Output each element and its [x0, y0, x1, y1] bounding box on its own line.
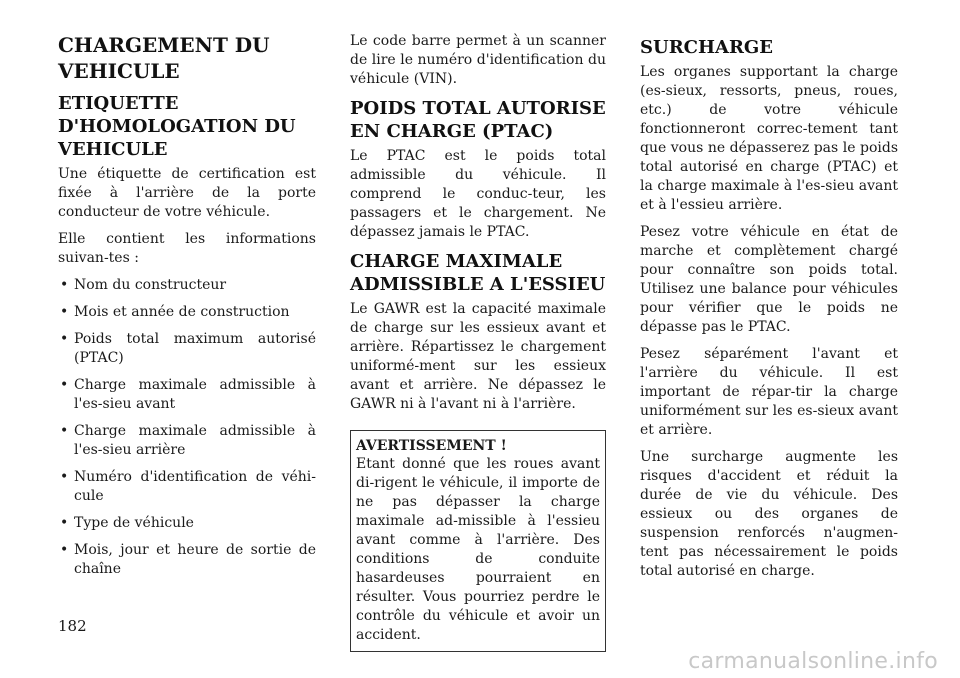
subheading-gawr: CHARGE MAXIMALE ADMISSIBLE A L'ESSIEU — [350, 251, 606, 295]
bullet-icon: • — [60, 542, 69, 558]
list-item-text: Nom du constructeur — [74, 277, 227, 293]
watermark: carmanualsonline.info — [688, 649, 938, 674]
section-heading-surcharge: SURCHARGE — [640, 37, 774, 58]
paragraph-surcharge-4: Une surcharge augmente les risques d'accident et réduit la durée de vie du véhicule. Des essieux ou des organes de suspension renforcés n'augmen-tent pas nécessairement le poids total autorisé en charge. — [640, 449, 898, 579]
list-item-text: Poids total maximum autorisé (PTAC) — [74, 331, 316, 366]
list-item — [58, 376, 316, 414]
bullet-icon: • — [60, 515, 69, 531]
list-item — [58, 330, 316, 368]
paragraph-surcharge-2: Pesez votre véhicule en état de marche et complètement chargé pour connaître son poids total. Utilisez une balance pour véhicules pour vérifier que le poids ne dépasse pas le PTAC. — [640, 224, 898, 335]
bullet-icon: • — [60, 377, 69, 393]
list-item-text: Mois et année de construction — [74, 304, 290, 320]
paragraph-informations: Elle contient les informations suivan-tes : — [58, 231, 316, 266]
bullet-icon: • — [60, 331, 69, 347]
bullet-icon: • — [60, 423, 69, 439]
subheading-ptac: POIDS TOTAL AUTORISE EN CHARGE (PTAC) — [350, 98, 606, 142]
list-item — [58, 422, 316, 460]
bullet-icon: • — [60, 277, 69, 293]
column-right — [640, 32, 898, 589]
list-item-text: Charge maximale admissible à l'es-sieu arrière — [74, 423, 316, 458]
list-item-text: Numéro d'identification de véhi-cule — [74, 469, 316, 504]
paragraph-surcharge-3: Pesez séparément l'avant et l'arrière du véhicule. Il est important de répar-tir la charge uniformément sur les es-sieux avant et arrière. — [640, 346, 898, 438]
bullet-icon: • — [60, 304, 69, 320]
warning-text: Etant donné que les roues avant di-rigent le véhicule, il importe de ne pas dépasser la charge maximale ad-missible à l'essieu avant comme à l'arrière. Des conditions de conduite hasardeuses pourraient en résulter. Vous pourriez perdre le contrôle du véhicule et avoir un accident. — [356, 456, 600, 643]
list-item-text: Mois, jour et heure de sortie de chaîne — [74, 542, 316, 577]
list-item — [58, 276, 316, 295]
page-number: 182 — [58, 617, 87, 635]
list-item — [58, 303, 316, 322]
column-middle — [350, 32, 606, 652]
list-item-text: Charge maximale admissible à l'es-sieu avant — [74, 377, 316, 412]
paragraph-surcharge-1: Les organes supportant la charge (es-sieux, ressorts, pneus, roues, etc.) de votre véhicule fonctionneront correc-tement tant que vous ne dépasserez pas le poids total autorisé en charge (PTAC) et la charge maximale à l'es-sieu avant et à l'essieu arrière. — [640, 64, 898, 213]
paragraph-ptac: Le PTAC est le poids total admissible du véhicule. Il comprend le conduc-teur, les passagers et le chargement. Ne dépassez jamais le PTAC. — [350, 148, 606, 240]
warning-title: AVERTISSEMENT ! — [356, 438, 507, 454]
list-item-text: Type de véhicule — [74, 515, 194, 531]
bullet-icon: • — [60, 469, 69, 485]
paragraph-etiquette-intro: Une étiquette de certification est fixée à l'arrière de la porte conducteur de votre véhicule. — [58, 166, 316, 220]
list-item — [58, 514, 316, 533]
list-item — [58, 541, 316, 579]
column-left — [58, 32, 316, 587]
section-heading-chargement: CHARGEMENT DU VEHICULE — [58, 33, 270, 83]
information-list — [58, 276, 316, 579]
paragraph-code-barre: Le code barre permet à un scanner de lire le numéro d'identification du véhicule (VIN). — [350, 33, 606, 87]
list-item — [58, 468, 316, 506]
paragraph-gawr: Le GAWR est la capacité maximale de charge sur les essieux avant et arrière. Répartissez le chargement uniformé-ment sur les essieux avant et arrière. Ne dépassez le GAWR ni à l'avant ni à l'arrière. — [350, 301, 606, 412]
subheading-etiquette: ETIQUETTE D'HOMOLOGATION DU VEHICULE — [58, 93, 296, 160]
warning-box — [350, 430, 606, 652]
